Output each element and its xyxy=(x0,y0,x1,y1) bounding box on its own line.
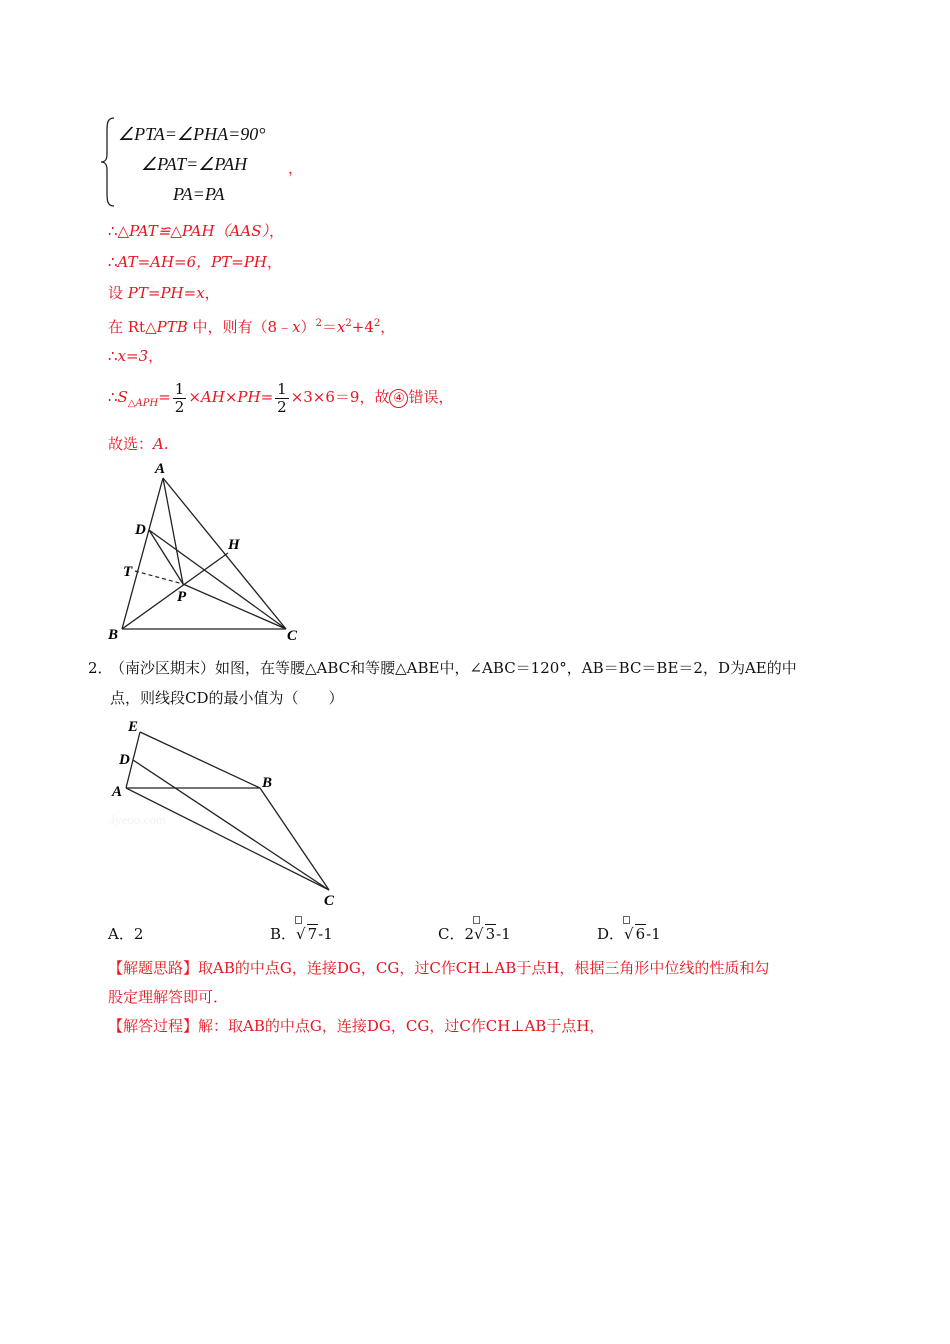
edge-eb xyxy=(140,732,260,788)
label-p: P xyxy=(177,589,187,605)
label-b: B xyxy=(108,627,119,643)
label-t: T xyxy=(123,564,133,580)
process-line-1: 【解答过程】解：取AB的中点G，连接DG，CG，过C作CH⊥AB于点H， xyxy=(108,1017,605,1035)
label-e: E xyxy=(128,719,139,735)
brace-trail: ， xyxy=(288,159,304,177)
figure-2 xyxy=(105,712,345,912)
brace-row-2: ∠PAT=∠PAH xyxy=(141,154,248,174)
edge-bc-2 xyxy=(260,788,329,890)
process-tag: 【解答过程】 xyxy=(108,1017,199,1035)
label-h: H xyxy=(228,537,240,553)
edge-pc xyxy=(183,584,286,629)
option-b[interactable]: B． √ 7-1 xyxy=(270,924,333,944)
fraction-half-2: $\frac{1}{2}$ xyxy=(277,379,287,416)
label-a-2: A xyxy=(112,784,123,800)
edge-ac-2 xyxy=(126,788,329,890)
edge-bh xyxy=(122,553,228,629)
radical: √ 7 xyxy=(296,924,318,944)
radical: √ 6 xyxy=(624,924,646,944)
option-c[interactable]: C．2 √ 3-1 xyxy=(438,924,511,944)
watermark: Jyeoo.com xyxy=(110,812,166,827)
analysis-line-1: 【解题思路】取AB的中点G，连接DG，CG，过C作CH⊥AB于点H，根据三角形中位线的性质和勾 xyxy=(108,959,770,977)
problem-2-number: 2． xyxy=(88,659,113,677)
solution-line-1: ∴△PAT≌△PAH（AAS）， xyxy=(108,222,285,240)
option-d[interactable]: D． √ 6-1 xyxy=(597,924,661,944)
solution-line-3: 设 PT=PH=x， xyxy=(108,284,220,302)
label-b-2: B xyxy=(262,775,273,791)
option-a[interactable]: A．2 xyxy=(108,925,144,943)
fraction-half-1: $\frac{1}{2}$ xyxy=(174,379,185,416)
label-d-2: D xyxy=(119,752,130,768)
label-c: C xyxy=(287,628,298,644)
analysis-tag: 【解题思路】 xyxy=(108,959,199,977)
solution-line-2: ∴AT=AH=6，PT=PH， xyxy=(108,253,283,271)
radical: √ 3 xyxy=(474,924,496,944)
label-d: D xyxy=(135,522,146,538)
brace-row-1: ∠PTA=∠PHA=90° xyxy=(118,124,266,144)
edge-ab xyxy=(122,478,163,629)
answer-line: 故选：A. xyxy=(108,435,169,453)
brace-row-3: PA=PA xyxy=(173,184,225,204)
solution-line-5: ∴x=3， xyxy=(108,347,164,365)
circled-four: ④ xyxy=(389,389,408,408)
label-a: A xyxy=(155,461,166,477)
solution-line-4: 在 Rt△PTB 中，则有$(8﹣x)^2=x^2+4^2$， xyxy=(108,318,396,336)
label-c-2: C xyxy=(324,893,335,909)
problem-2-line-2: 点，则线段CD的最小值为（ ） xyxy=(110,689,344,707)
figure-1 xyxy=(100,455,310,650)
analysis-line-2: 股定理解答即可． xyxy=(108,988,229,1006)
solution-line-6: $\therefore S_{\triangle APH}=$ $\frac{1}{2}$ ×AH×PH= $\frac{1}{2}$ ×3×6＝9，故 ④ 错误， xyxy=(108,379,454,416)
left-brace xyxy=(100,116,116,208)
problem-2-line-1: （南沙区期末）如图，在等腰△ABC和等腰△ABE中，∠ABC＝120°，AB＝BC＝BE＝2，D为AE的中 xyxy=(110,659,797,677)
